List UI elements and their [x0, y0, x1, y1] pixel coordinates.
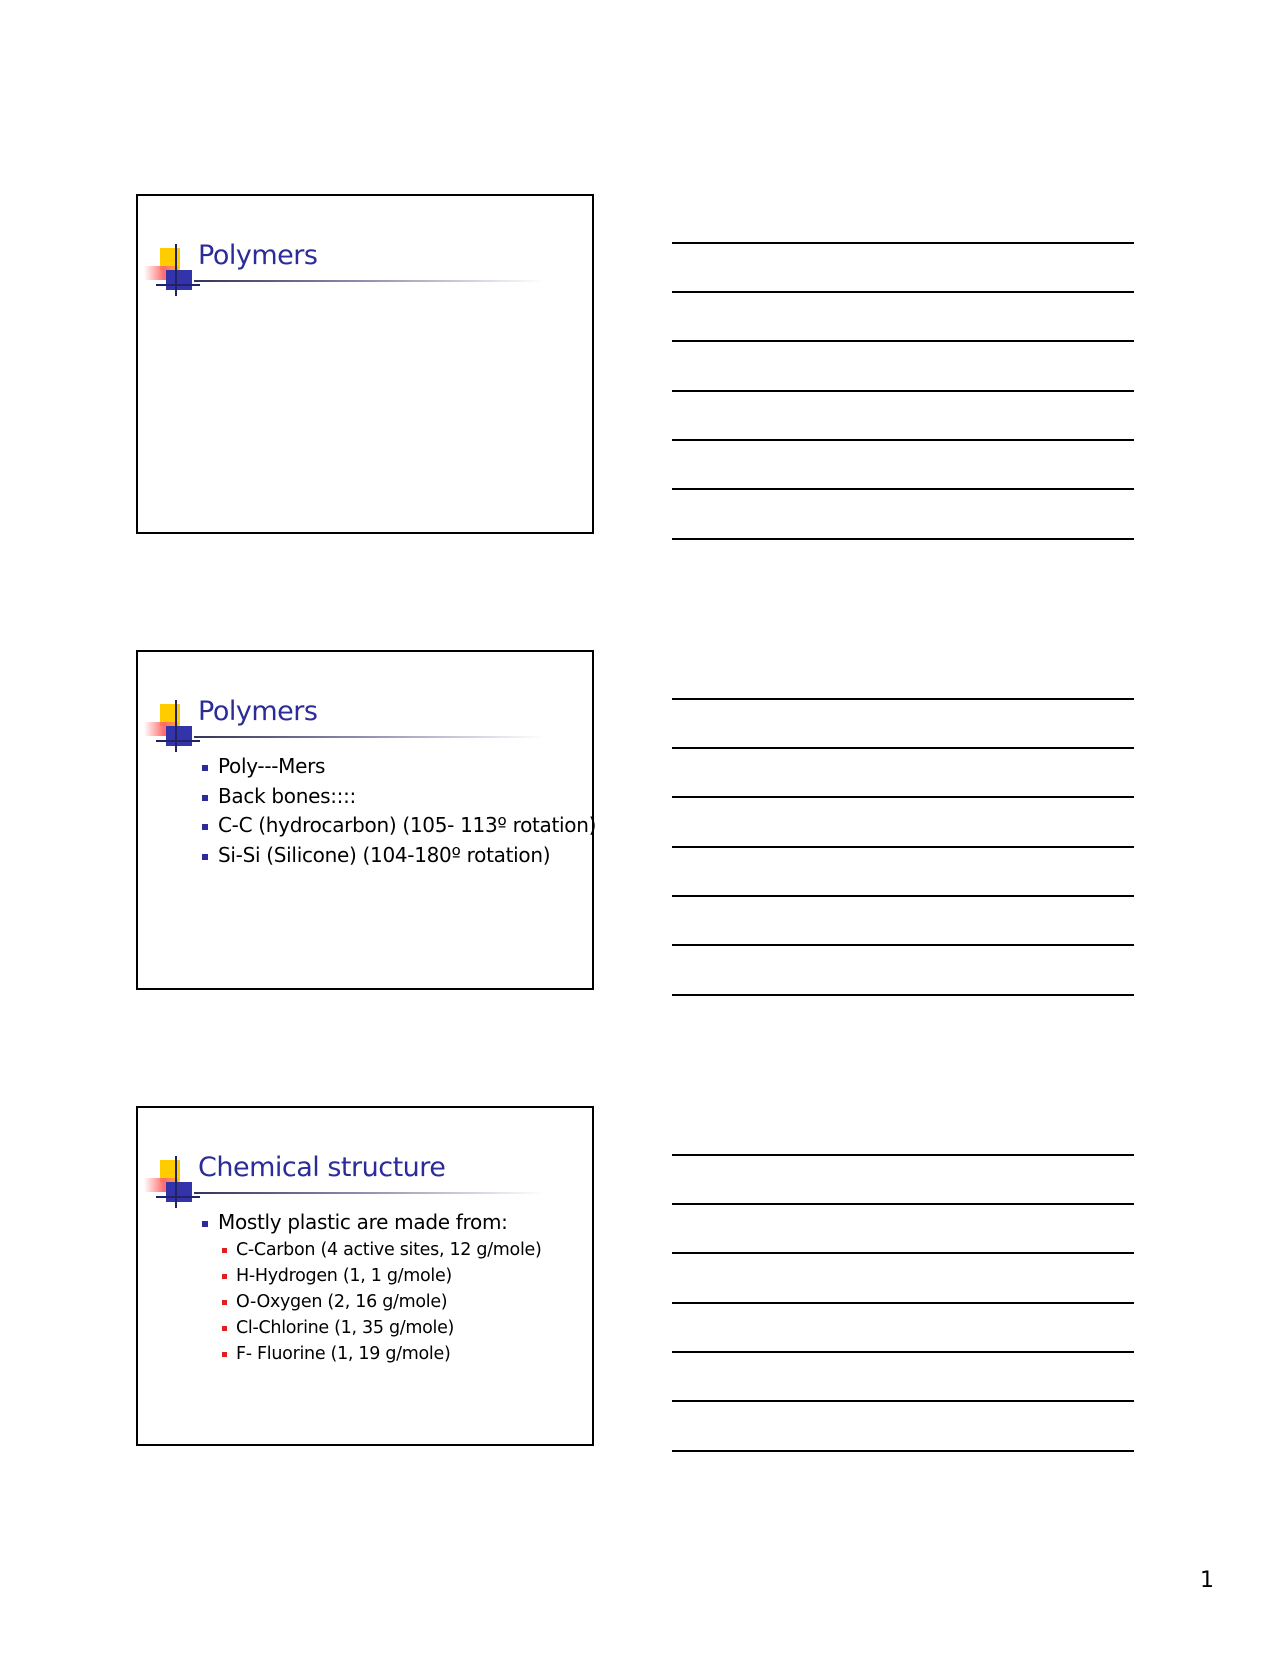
- bullet-list: [202, 1208, 508, 1238]
- sub-list-item: C-Carbon (4 active sites, 12 g/mole): [222, 1237, 542, 1263]
- sub-bullet-icon: [222, 1326, 227, 1331]
- list-item: Back bones::::: [202, 782, 596, 812]
- list-item: Mostly plastic are made from:: [202, 1208, 508, 1238]
- note-line: [672, 747, 1134, 749]
- note-line: [672, 895, 1134, 897]
- slide-logo-icon: [144, 244, 202, 296]
- note-line: [672, 340, 1134, 342]
- slide-title: Chemical structure: [198, 1152, 446, 1183]
- bullet-icon: [202, 1221, 208, 1227]
- sub-list-item: F- Fluorine (1, 19 g/mole): [222, 1341, 542, 1367]
- note-line: [672, 846, 1134, 848]
- page-number: 1: [1200, 1568, 1214, 1593]
- note-line: [672, 242, 1134, 244]
- slide-logo-icon: [144, 1156, 202, 1208]
- sub-list-item: O-Oxygen (2, 16 g/mole): [222, 1289, 542, 1315]
- note-line: [672, 1252, 1134, 1254]
- note-line: [672, 944, 1134, 946]
- sub-bullet-icon: [222, 1352, 227, 1357]
- list-item: C-C (hydrocarbon) (105- 113º rotation): [202, 811, 596, 841]
- sub-list-item: Cl-Chlorine (1, 35 g/mole): [222, 1315, 542, 1341]
- note-line: [672, 291, 1134, 293]
- note-line: [672, 1203, 1134, 1205]
- slide-1: [136, 194, 594, 534]
- note-line: [672, 488, 1134, 490]
- title-underline: [194, 1192, 544, 1194]
- title-underline: [194, 280, 544, 282]
- slide-2: [136, 650, 597, 990]
- note-line: [672, 439, 1134, 441]
- sub-bullet-icon: [222, 1274, 227, 1279]
- bullet-icon: [202, 795, 208, 801]
- sub-bullet-list: [202, 1237, 542, 1367]
- bullet-icon: [202, 824, 208, 830]
- note-line: [672, 1302, 1134, 1304]
- list-item: Poly---Mers: [202, 752, 596, 782]
- note-line: [672, 1154, 1134, 1156]
- sub-list-item: H-Hydrogen (1, 1 g/mole): [222, 1263, 542, 1289]
- title-underline: [194, 736, 544, 738]
- note-line: [672, 1450, 1134, 1452]
- note-line: [672, 796, 1134, 798]
- note-line: [672, 538, 1134, 540]
- list-item: Si-Si (Silicone) (104-180º rotation): [202, 841, 596, 871]
- sub-bullet-icon: [222, 1248, 227, 1253]
- note-line: [672, 1400, 1134, 1402]
- note-line: [672, 390, 1134, 392]
- slide-logo-icon: [144, 700, 202, 752]
- slide-title: Polymers: [198, 696, 318, 727]
- note-line: [672, 994, 1134, 996]
- slide-title: Polymers: [198, 240, 318, 271]
- slide-3: [136, 1106, 594, 1446]
- note-line: [672, 698, 1134, 700]
- bullet-icon: [202, 854, 208, 860]
- sub-bullet-icon: [222, 1300, 227, 1305]
- bullet-list: [202, 752, 596, 870]
- bullet-icon: [202, 765, 208, 771]
- note-line: [672, 1351, 1134, 1353]
